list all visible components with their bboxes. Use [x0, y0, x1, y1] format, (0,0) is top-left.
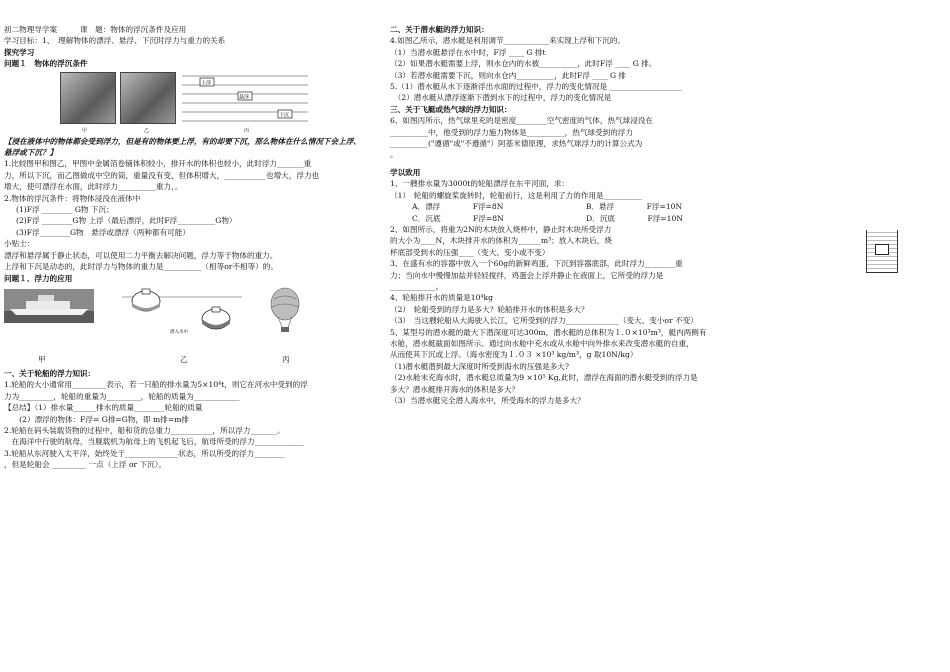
question2-title: 问题１、浮力的应用 [4, 273, 73, 283]
q1-options-row1 [390, 201, 740, 212]
option-b: B．悬浮 [585, 202, 615, 212]
option-d-force: F浮=10N [647, 213, 683, 223]
fig2-label-b: 乙 [180, 354, 188, 364]
header: 初二物理导学案 课 题：物体的浮沉条件及应用 [4, 25, 187, 34]
wood-block [875, 244, 889, 255]
s2-line6: （2）潜水艇从漂浮逐渐下潜到水下的过程中，浮力的变化情况是 [390, 93, 612, 103]
option-b-force: F浮=10N [646, 202, 683, 212]
option-a: A．漂浮 [412, 202, 441, 212]
s3-line3: __________("遵循"或"不遵循"）阿基米德原理，求热气球浮力的计算公式为 [390, 139, 643, 149]
q4-line3: （3） 当这艘轮船从大海驶入长江，它所受到的浮力______________（变大、变小or 不变） [390, 316, 698, 326]
tip-line2: 上浮和下沉是动态的，此时浮力与物体的重力是__________（相等or不相等）的。 [4, 262, 278, 272]
submarine-caption: 潜入水中 [170, 329, 188, 335]
section2-title: 二、关于潜水艇的浮力知识： [390, 25, 489, 34]
s1-line6: 在海洋中行驶的航母，当舰载机为航母上的飞机起飞后，航母所受的浮力_____________ [4, 437, 304, 447]
highlight-question: 【浸在液体中的物体都会受到浮力，但是有的物体要上浮，有的却要下沉，那么物体在什么情况下会上浮、悬浮或下沉？】 [4, 136, 361, 158]
section3-title: 三、关于飞艇或热气球的浮力知识： [390, 104, 512, 114]
submarine-diagram [122, 287, 242, 335]
s2-line1: 4.如图乙所示，潜水艇是利用调节____________来实现上浮和下沉的。 [390, 36, 626, 46]
s2-line4: （3）若潜水艇需要下沉，则向水仓内__________，此时F浮 ____ G 排 [390, 70, 627, 80]
q5-line2: 水舱，潜水艇截面如图所示。通过向水舱中充水或从水舱中向外排水来改变潜水艇的自重， [390, 338, 694, 348]
q5-line6: 多大？潜水艇排开海水的体积是多大？ [390, 384, 520, 394]
fig2-label-a: 甲 [38, 354, 46, 364]
beaker-figure [866, 230, 898, 273]
s1-line2: 力为_________，轮船的重量为_________，轮船的质量为____________ [4, 391, 240, 401]
s3-line2: __________中，他受到的浮力施力物体是__________，热气球受到的浮力 [390, 127, 633, 137]
option-c-force: F浮=8N [473, 213, 504, 223]
float-box-label: 上浮 [201, 80, 212, 87]
fig2-label-c: 丙 [282, 354, 290, 364]
option-a-force: F浮=8N [472, 202, 504, 212]
inquiry-title: 探究学习 [4, 47, 35, 57]
q5-line5: （2)水舱未充海水时，潜水艇总质量为9 ×10⁵ Kg,此时，漂浮在海面的潜水艇受到的浮力是 [390, 373, 698, 383]
q3-line3: ____________。 [390, 281, 444, 291]
s2-line5: 5.（1）潜水艇从水下逐渐浮出水面的过程中，浮力的变化情况是 ___________________ [390, 82, 682, 92]
sink-box-label: 下沉 [279, 112, 290, 119]
q4-line1: 4、轮船排开水的质量是10⁴kg [390, 293, 493, 303]
q5-line1: 5、某型号的潜水艇的最大下潜深度可达300m，潜水艇的总体积为１.０×10³m³，艇内两侧有 [390, 327, 707, 337]
section1-title: 一、关于轮船的浮力知识： [4, 368, 96, 378]
s1-line5: 2.轮船在码头装载货物的过程中，船和货的总重力___________，所以浮力_______。 [4, 425, 285, 435]
figure-float-sink [4, 72, 364, 130]
condition-sink: (1)F浮 ________ G物 下沉； [16, 205, 114, 215]
tip-title: 小贴士： [4, 239, 35, 249]
q4-line2: （2） 轮船受到的浮力是多大？轮船排开水的体积是多大？ [390, 304, 589, 314]
q2-line2: 的大小为____N，木块排开水的体积为______m³；放入木块后，烧 [390, 236, 612, 246]
suspend-box-label: 悬浮 [239, 94, 250, 101]
figure-applications [4, 287, 364, 351]
float-diagram [182, 72, 308, 126]
s1-line7: 3.轮船从东河驶入太平洋，始终处于______________状态，所以所受的浮力________ [4, 448, 285, 458]
para1-line2: 力，所以下沉，而乙图做成中空的筒，重量没有变，但体积增大，___________也增大，浮力也 [4, 170, 320, 180]
s3-line4: 。 [390, 150, 398, 160]
fig2-labels [4, 354, 364, 368]
q5-line7: （3）当潜水艇完全潜人海水中，所受海水的浮力是多大？ [390, 396, 585, 405]
condition-rise: (2)F浮 ________G物 上浮（最后漂浮，此时F浮__________G物） [16, 216, 237, 226]
s1-line8: ，但是轮船会 _________ 一点（上浮 or 下沉）。 [4, 460, 167, 470]
ship-image [4, 289, 94, 323]
q5-line4: （1)潜水艇潜到最大深度时所受到海水的压强是多大? [390, 361, 569, 371]
q2-line3: 杯底部受到水的压强____（变大、变小或不变） [390, 247, 550, 257]
right-column [390, 24, 740, 406]
apply-title: 学以致用 [390, 167, 421, 177]
fig1-label-c: 丙 [244, 127, 250, 134]
q1-line1: 1、一艘排水量为3000t的轮船漂浮在东平河面，求： [390, 179, 570, 189]
s3-line1: 6、如图丙所示，热气球里充的是密度________空气密度的气体，热气球浸没在 [390, 116, 654, 126]
q1-options-row2 [390, 213, 740, 224]
para1-line1: 1.比较图甲和图乙，甲图中金属箔卷铺体积较小，排开水的体积也较小，此时浮力_______重 [4, 159, 312, 169]
s2-line3: （2）如果潜水艇需要上浮，则水仓内的水被__________，此时F浮 ____ G 排。 [390, 59, 657, 69]
q5-line3: 从而使其下沉或上浮。（海水密度为１.０３ ×10³ kg/m³，g 取10N/kg） [390, 350, 638, 360]
balloon-image [266, 287, 304, 335]
q1-line2: （1） 轮船的螺旋桨旋转时，轮船前行，这是利用了力的作用是__________ [390, 190, 642, 200]
s2-line2: （1）当潜水艇悬浮在水中时，F浮 ____ G 排t [390, 47, 546, 57]
tip-line1: 漂浮和悬浮属于静止状态，可以使用二力平衡去解决问题，浮力等于物体的重力。 [4, 250, 278, 260]
condition-suspend: (3)F浮________G物 悬浮或漂浮（两种都有可能） [16, 227, 190, 237]
fig1-labels [4, 126, 364, 136]
fig1-label-a: 甲 [82, 127, 88, 134]
para2-title: 2.物体的浮沉条件：将物体浸没在液体中 [4, 193, 141, 203]
fig1-label-b: 乙 [144, 127, 150, 134]
option-c: C．沉底 [412, 213, 441, 223]
photo-foil-boat [120, 72, 176, 124]
para1-line3: 增大，使可漂浮在水面，此时浮力__________重力，。 [4, 182, 183, 192]
s1-line4: (2）漂浮的物体：F浮= G排=G物，即 m排=m排 [4, 414, 190, 424]
question1-title: 问题１ 物体的浮沉条件 [4, 59, 88, 69]
s1-line1: 1.轮船的大小通常用_________表示，若一只船的排水量为5×10⁴t，则它在河水中受到的浮 [4, 380, 308, 390]
s1-line3: 【总结】（1）排水量______排水的质量________轮船的质量 [4, 403, 203, 413]
option-d: D．沉底 [586, 213, 616, 223]
q2-line1: 2、如图所示，将重为2N的木块放入烧杯中，静止时木块所受浮力 [390, 224, 612, 234]
q3-line2: 力；当向水中慢慢加盐并轻轻搅拌，鸡蛋会上浮并静止在液面上，它所受的浮力是 [390, 270, 664, 280]
left-column [4, 24, 364, 471]
objective: 学习目标：1、 理解物体的漂浮、悬浮、下沉时浮力与重力的关系 [4, 36, 226, 46]
photo-foil-ball [60, 72, 116, 124]
q3-line1: 3、在盛有水的容器中放入一个60g的新鲜鸡蛋，下沉到容器底部，此时浮力________重 [390, 259, 683, 269]
